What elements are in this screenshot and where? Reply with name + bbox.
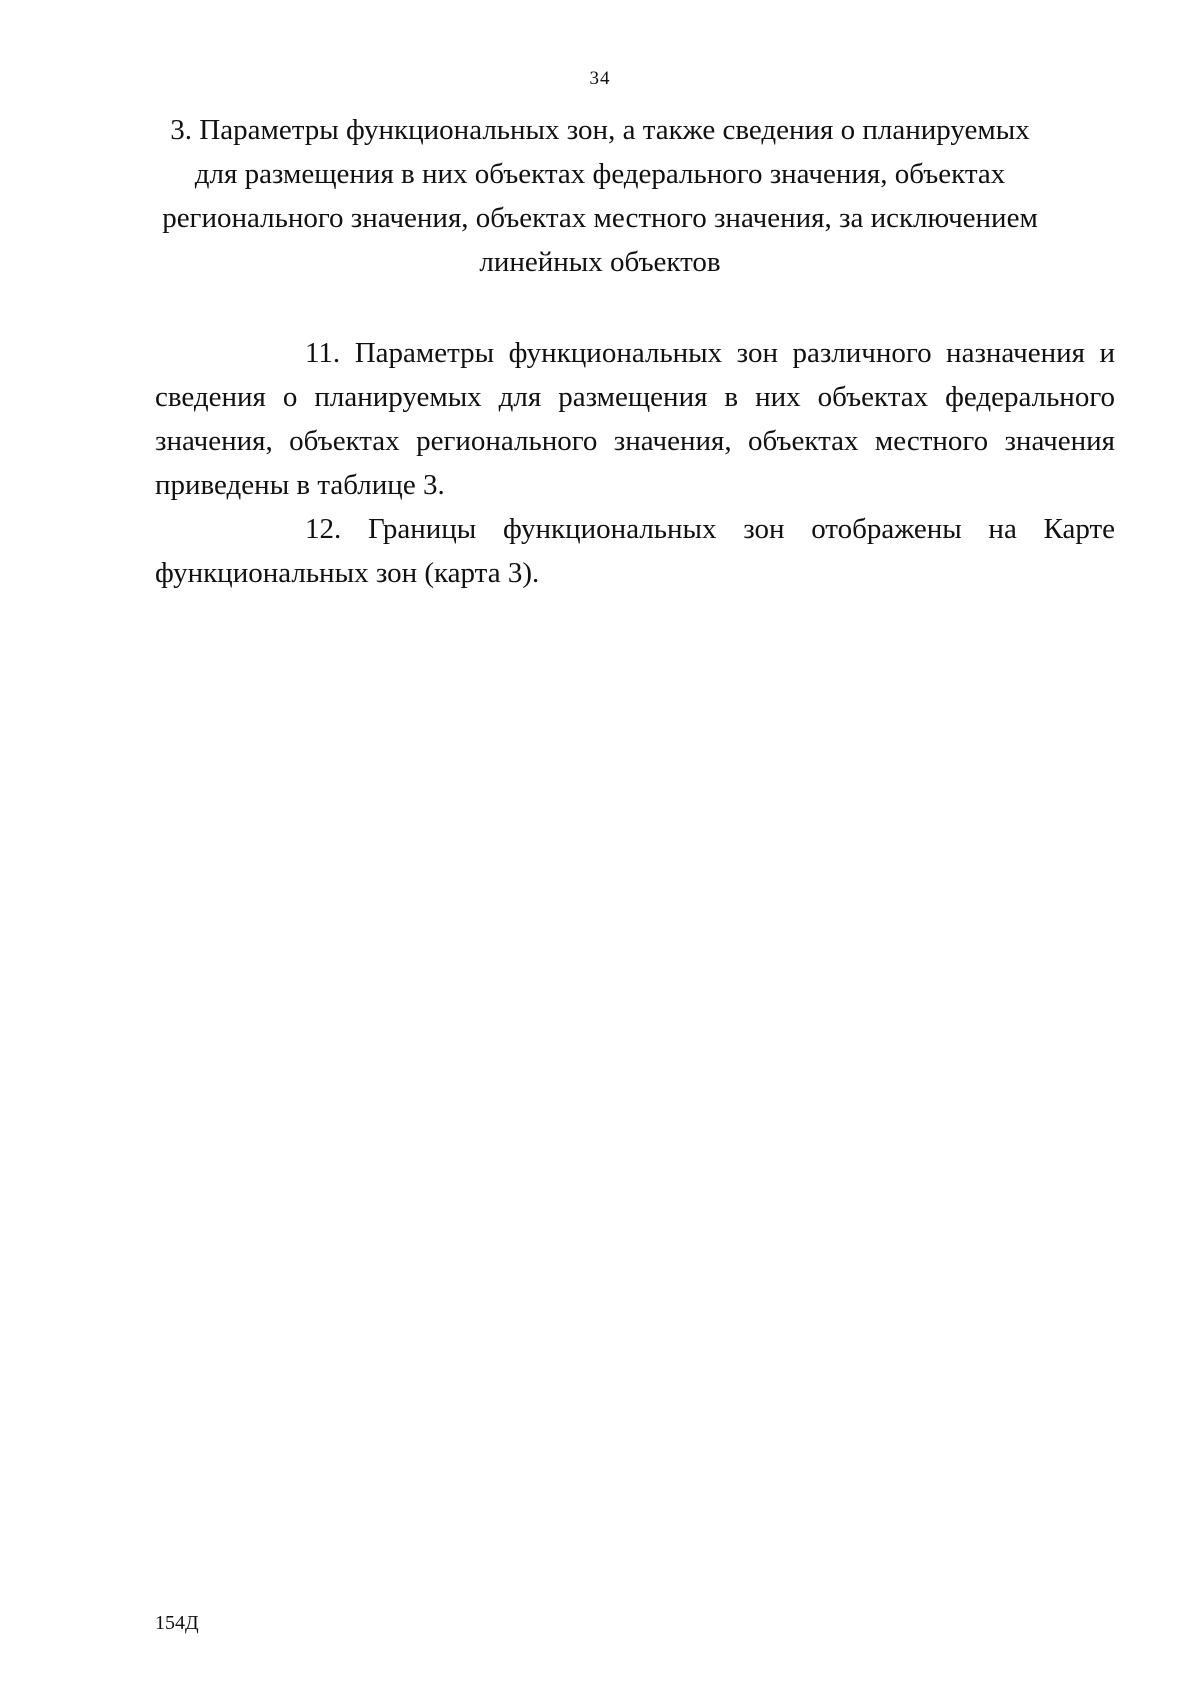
section-heading — [155, 108, 1045, 284]
paragraph-12 — [155, 507, 1115, 595]
section-heading-line: регионального значения, объектах местного значения, за исключением — [162, 202, 1038, 234]
section-heading-line: 3. Параметры функциональных зон, а также сведения о планируемых — [170, 114, 1030, 146]
section-heading-line: для размещения в них объектах федерального значения, объектах — [194, 158, 1006, 190]
paragraph-text: Границы функциональных зон отображены на Карте функциональных зон (карта 3). — [155, 513, 1115, 589]
paragraph-11 — [155, 331, 1115, 507]
document-code: 154Д — [155, 1612, 199, 1634]
paragraph-number: 12. — [305, 513, 342, 545]
page-number: 34 — [589, 68, 611, 89]
paragraph-number: 11. — [305, 337, 341, 369]
body-text — [155, 331, 1115, 595]
paragraph-text: Параметры функциональных зон различного назначения и сведения о планируемых для размещения в них объектах федерального значения, объектах регионального значения, объектах местного значения приведены в таблице 3. — [155, 337, 1115, 501]
section-heading-line: линейных объектов — [479, 246, 721, 278]
